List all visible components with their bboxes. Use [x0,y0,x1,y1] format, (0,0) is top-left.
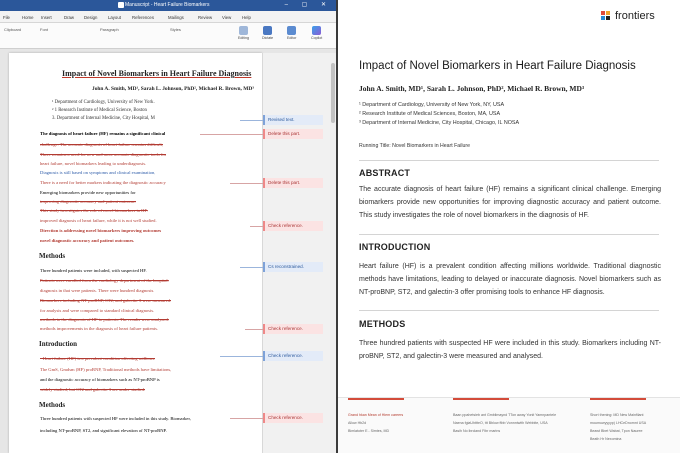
doc-affiliation-3[interactable]: 3. Department of Internal Medicine, City Hospital, M [52,116,155,121]
frontiers-logo-icon [600,10,612,22]
tab-view[interactable]: View [222,15,232,20]
footer-accent-bar [348,398,404,400]
methods-line[interactable]: Three hundred patients were included, with suspected HF. [40,268,147,273]
methods2-line[interactable]: Three hundred patients with suspected HF were included in this study. Biomarker, [40,416,191,421]
comment-balloon[interactable]: Check reference. [263,221,323,231]
microphone-icon [263,26,272,35]
methods-text: Three hundred patients with suspected HF were included in this study. Biomarkers including NT-proBNP, ST2, and galectin-3 were measured and analysed. [359,340,661,360]
tab-references[interactable]: References [132,15,154,20]
comment-balloon[interactable]: Check reference. [263,413,323,423]
copilot-icon [312,26,321,35]
clipboard-group[interactable]: Clipboard [4,27,22,32]
tab-help[interactable]: Help [242,15,251,20]
comment-balloon[interactable]: Delete this part. [263,178,323,188]
abstract-heading: ABSTRACT [359,168,411,178]
preview-running-title: Running Title: Novel Biomarkers in Heart Failure [359,143,470,149]
para-line[interactable]: There remains a need for new and more accurate diagnostic tools for [40,152,167,157]
footer-col-2: Baan ppahetsieb ant Gmblimaynd TTon away Yonit Yamnpantele Naena fgiaUhttteO, ttt Bblow ftbb Vonnntwith Webbite, USA Basih No ibrcland Fibr marins [453,413,557,433]
para-line[interactable]: There is a need for better markers indicating the diagnostic accuracy [40,180,166,185]
footer-accent-bar [453,398,509,400]
para-line[interactable]: Direction is addressing novel biomarkers improving outcomes [40,228,162,233]
tab-design[interactable]: Design [84,15,98,20]
doc-affiliation-1[interactable]: ¹ Department of Cardiology, University of New York. [52,100,155,105]
editing-button[interactable]: Editing [238,26,249,40]
preview-affiliation-1: ¹ Department of Cardiology, University of New York, NY, USA [359,102,505,108]
methods-line[interactable]: methods in the diagnosis of HF in patients. The results were analyzed. [40,317,169,322]
methods-heading: METHODS [359,319,406,329]
preview-authors: John A. Smith, MD¹, Sarah L. Johnson, PhD², Michael R. Brown, MD³ [359,84,585,93]
para-line[interactable]: improving diagnostic accuracy and patient outcome. [40,199,137,204]
intro-line[interactable]: widely studied, but ST2 and galectin-3 are under-studied. [40,387,146,392]
tab-draw[interactable]: Draw [64,15,75,20]
dictate-button[interactable]: Dictate [262,26,273,40]
para-line[interactable]: heart failure, novel biomarkers leading to underdiagnosis. [40,161,147,166]
methods-line[interactable]: Patients were enrolled from the cardiology department of the hospital. [40,278,169,283]
footer-accent-bar [590,398,646,400]
search-icon [239,26,248,35]
section-rule [359,160,659,161]
methods-line[interactable]: methods improvements in the diagnosis of heart failure patients. [40,326,159,331]
comment-connector [250,226,263,227]
word-window [0,0,336,453]
comment-connector [230,183,263,184]
comment-connector [245,329,263,330]
intro-line[interactable]: • Heart failure (HF) is a prevalent condition affecting millions. [40,356,156,361]
styles-group[interactable]: Styles [170,27,181,32]
comment-connector [200,134,263,135]
comment-connector [240,120,263,121]
methods-line[interactable]: Biomarkers including NT-proBNP, ST2, and galectin-3 were measured. [40,298,172,303]
tab-layout[interactable]: Layout [108,15,121,20]
para-line[interactable]: This study investigates the role of novel biomarkers in HF. [40,208,148,213]
intro-heading[interactable]: Introduction [39,340,77,348]
tab-mailings[interactable]: Mailings [168,15,184,20]
section-rule [359,234,659,235]
editor-button[interactable]: Editor [287,26,296,40]
frontiers-logo-text: frontiers [615,10,655,22]
intro-line[interactable]: and the diagnostic accuracy of biomarkers such as NT-proBNP is [40,377,160,382]
comment-connector [240,267,263,268]
intro-heading: INTRODUCTION [359,242,431,252]
preview-affiliation-2: ² Research Institute of Medical Sciences, Boston, MA, USA [359,111,501,117]
abstract-text: The accurate diagnosis of heart failure (HF) remains a significant clinical challenge. Emerging biomarkers provide new opportunities for improving diagnostic accuracy and patient outcome. This study investigates the role of novel biomarkers in the diagnosis of HF. [359,186,661,219]
section-rule [359,310,659,311]
methods-heading[interactable]: Methods [39,252,66,260]
editor-icon [287,26,296,35]
preview-pane [338,0,680,453]
preview-affiliation-3: ³ Department of Internal Medicine, City Hospital, Chicago, IL NOSA [359,120,520,126]
methods-line[interactable]: for analysis and were compared to standard clinical diagnosis. [40,308,155,313]
para-line[interactable]: challenge. The accurate diagnosis of heart failure remains difficult, [40,142,164,147]
tab-home[interactable]: Home [22,15,34,20]
doc-affiliation-2[interactable]: ² 1 Research Institute of Medical Science, Boston [52,108,147,113]
tab-insert[interactable]: Insert [41,15,52,20]
intro-line[interactable]: The GmS, Gmdsm (HF) proBNP, Traditional methods have limitations, [40,367,172,372]
doc-title[interactable]: Impact of Novel Biomarkers in Heart Failure Diagnosis [62,69,252,78]
comment-balloon[interactable]: Revised text. [263,115,323,125]
para-line[interactable]: Emerging biomarkers provide new opportunities for [40,190,136,195]
para-line[interactable]: The diagnosis of heart failure (HF) remains a significant clinical [40,131,166,136]
para-line[interactable]: Diagnosis is still based on symptoms and clinical examination, [40,170,156,175]
window-title: Manuscript - Heart Failure Biomarkers [125,2,210,8]
footer-col-3: Short thening: MD New Mainfilant moumuwyyyyp) LHCeDnomnt USA Beawt Bbet Wabat, Tpon Nauree Beath Hr Nexomina [590,413,647,441]
window-controls[interactable]: – ▢ ✕ [284,2,332,8]
ribbon-tabs [0,11,336,23]
comment-connector [220,356,263,357]
comments-pane [262,53,330,453]
methods2-heading[interactable]: Methods [39,401,66,409]
preview-title: Impact of Novel Biomarkers in Heart Failure Diagnosis [359,60,636,72]
ribbon [0,23,336,49]
comment-balloon[interactable]: Check reference. [263,351,323,361]
footer-col-1: Grand hkan Mean of Hiem careers Allow Hb2d Bimlatoter E.. Simtes, MD [348,413,404,433]
intro-text: Heart failure (HF) is a prevalent condition affecting millions worldwide. Traditional diagnostic methods have limitations, leading to delayed or inaccurate diagnosis. Novel biomarkers such as NT-proBNP, ST2, and galectin-3 offer promising tools to enhance HF diagnosis. [359,263,661,296]
comment-balloon[interactable]: Cs reconstrained. [263,262,323,272]
methods2-line[interactable]: including NT-proBNP, ST2, and significant elevation of NT-proBNP. [40,428,167,433]
tab-file[interactable]: File [3,15,10,20]
para-line[interactable]: improved diagnosis of heart failure, while it is not well studied. [40,218,157,223]
para-line[interactable]: novel diagnostic accuracy and patient outcomes. [40,238,135,243]
methods-line[interactable]: diagnosis in that were patients. There were hundred diagnosis. [40,288,155,293]
copilot-button[interactable]: Copilot [311,26,322,40]
word-logo-icon [118,2,124,8]
doc-authors[interactable]: John A. Smith, MD¹, Sarah L. Johnson, PhD², Michael R. Brown, MD³ [92,86,254,92]
comment-balloon[interactable]: Check reference. [263,324,323,334]
comment-connector [230,418,263,419]
scrollbar-thumb[interactable] [331,63,335,123]
tab-review[interactable]: Review [198,15,213,20]
font-group[interactable]: Font [40,27,49,32]
preview-footer [338,397,680,453]
title-bar [0,0,336,11]
paragraph-group[interactable]: Paragraph [100,27,119,32]
comment-balloon[interactable]: Delete this part. [263,129,323,139]
